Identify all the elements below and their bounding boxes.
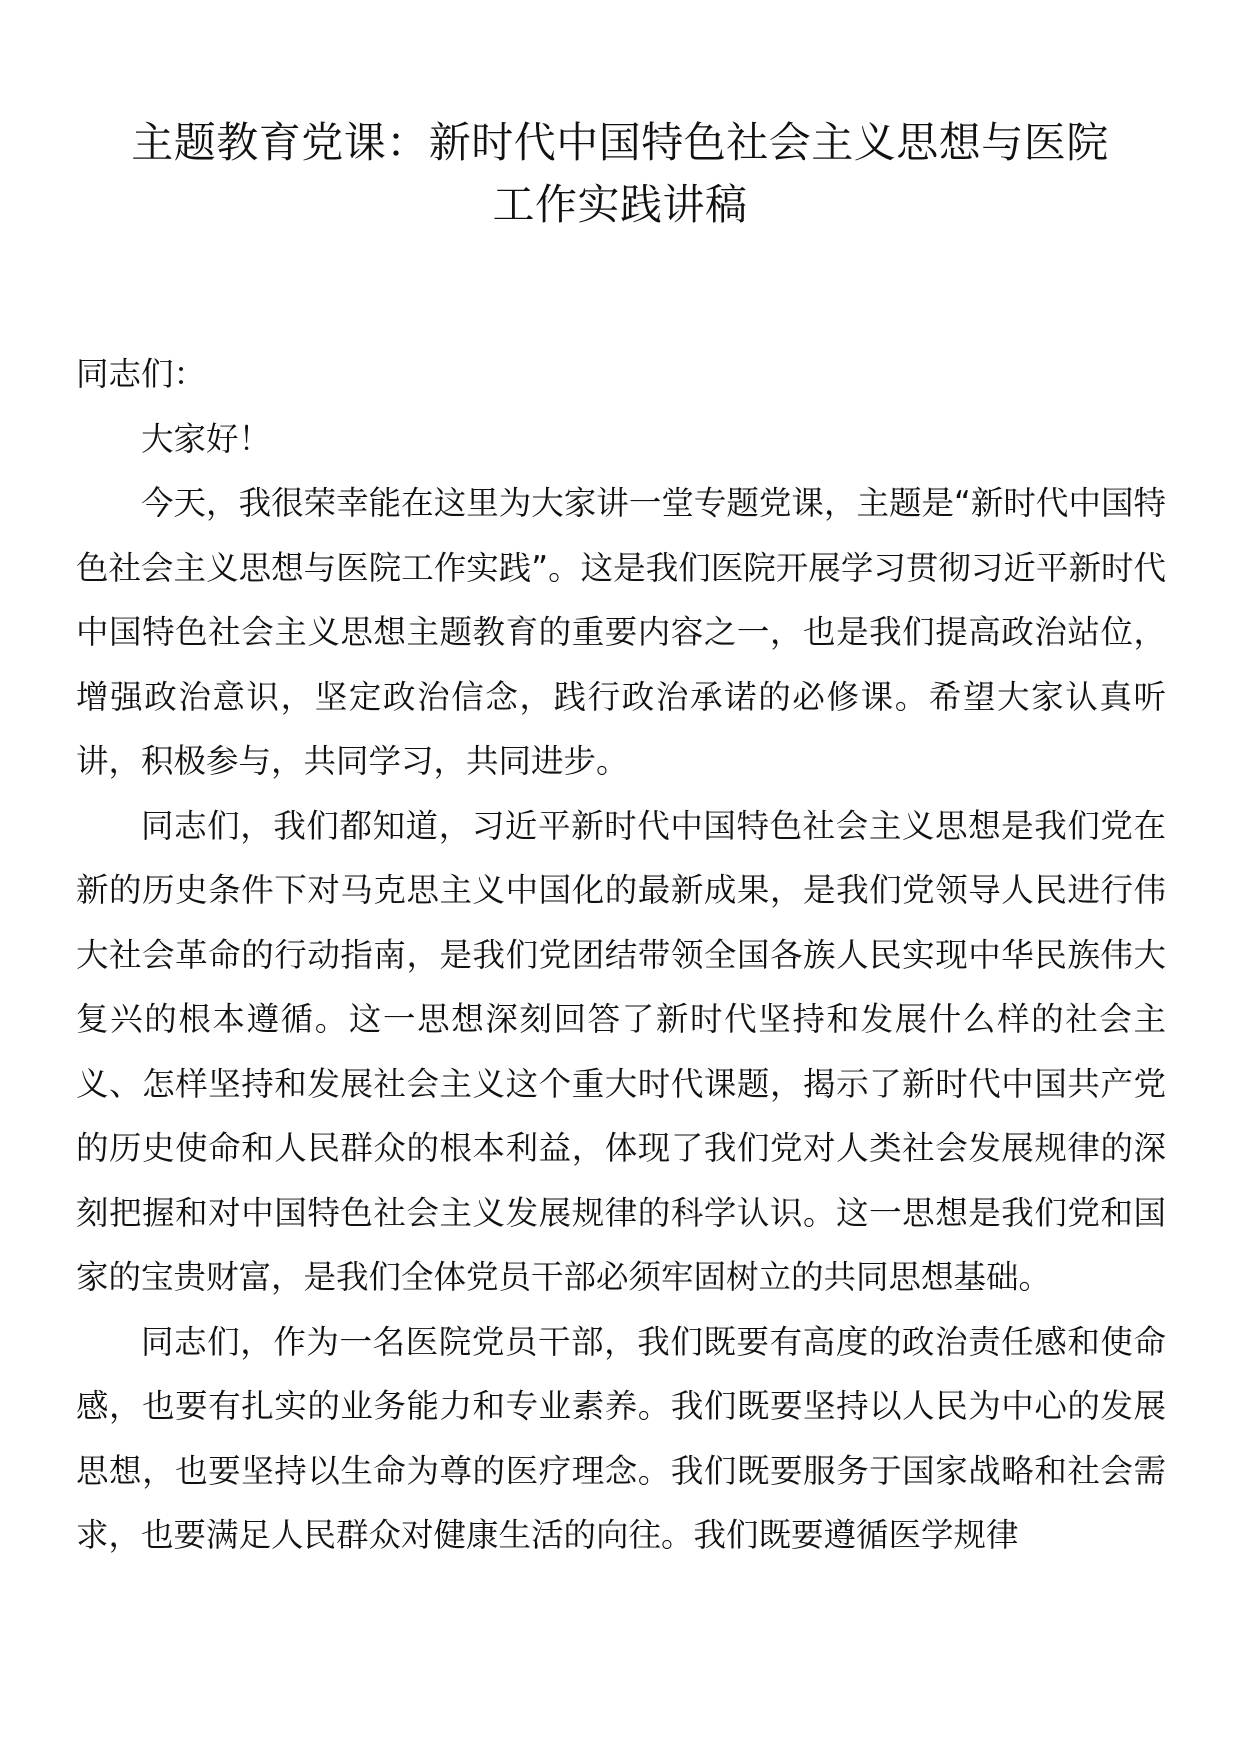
salutation: 同志们：: [76, 355, 207, 393]
document-body: [76, 342, 1166, 1568]
paragraph-hospital-cadres: 同志们，作为一名医院党员干部，我们既要有高度的政治责任感和使命感，也要有扎实的业务能力和专业素养。我们既要坚持以人民为中心的发展思想，也要坚持以生命为尊的医疗理念。我们既要服务于国家战略和社会需求，也要满足人民群众对健康生活的向往。我们既要遵循医学规律: [76, 1322, 1166, 1554]
title-line-1: 主题教育党课：新时代中国特色社会主义思想与医院: [131, 118, 1109, 167]
paragraph-thought-significance: 同志们，我们都知道，习近平新时代中国特色社会主义思想是我们党在新的历史条件下对马克思主义中国化的最新成果，是我们党领导人民进行伟大社会革命的行动指南，是我们党团结带领全国各族人民实现中华民族伟大复兴的根本遵循。这一思想深刻回答了新时代坚持和发展什么样的社会主义、怎样坚持和发展社会主义这个重大时代课题，揭示了新时代中国共产党的历史使命和人民群众的根本利益，体现了我们党对人类社会发展规律的深刻把握和对中国特色社会主义发展规律的科学认识。这一思想是我们党和国家的宝贵财富，是我们全体党员干部必须牢固树立的共同思想基础。: [76, 806, 1166, 1296]
paragraph-introduction: 今天，我很荣幸能在这里为大家讲一堂专题党课，主题是“新时代中国特色社会主义思想与医院工作实践”。这是我们医院开展学习贯彻习近平新时代中国特色社会主义思想主题教育的重要内容之一，也是我们提高政治站位，增强政治意识，坚定政治信念，践行政治承诺的必修课。希望大家认真听讲，积极参与，共同学习，共同进步。: [76, 484, 1166, 780]
paragraph-greeting: 大家好！: [141, 419, 272, 458]
document-title: [80, 112, 1160, 236]
title-line-2: 工作实践讲稿: [492, 180, 748, 229]
